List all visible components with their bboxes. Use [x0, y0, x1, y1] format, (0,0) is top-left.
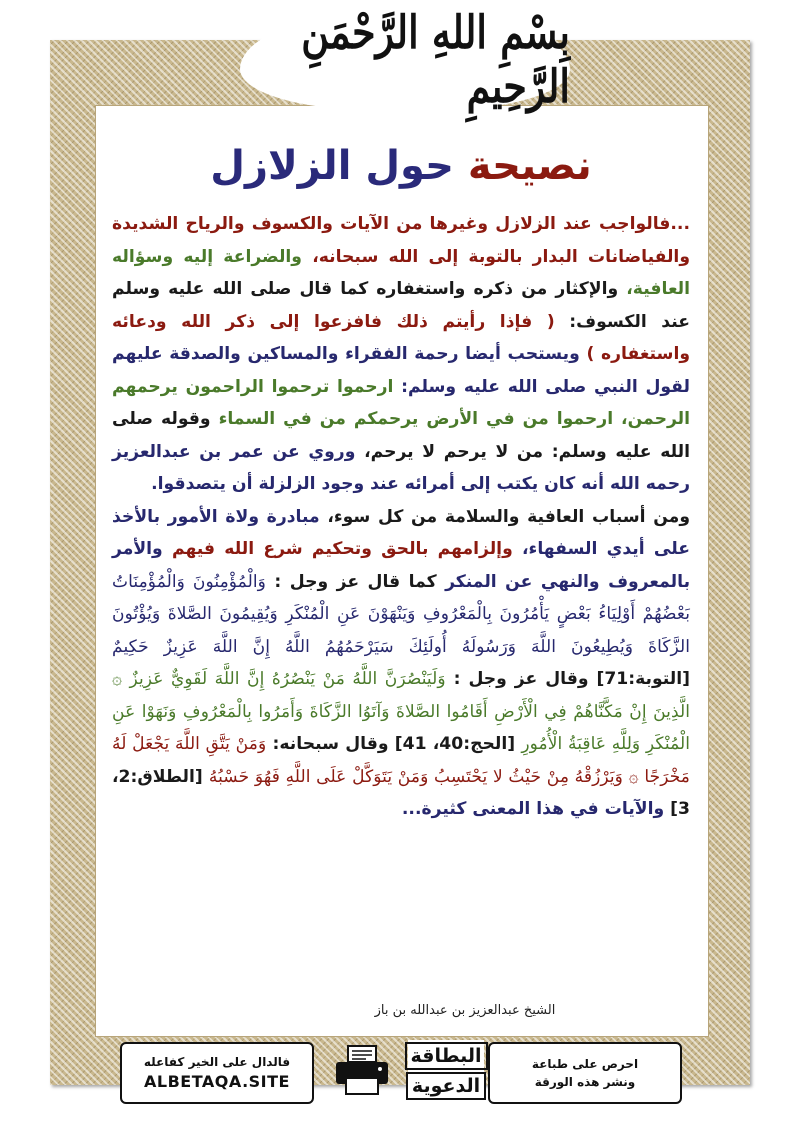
- text-segment: والإكثار من ذكره واستغفاره كما قال صلى الله عليه وسلم عند الكسوف:: [112, 279, 690, 332]
- logo-text: الدعوية: [406, 1072, 486, 1100]
- printer-icon: [332, 1044, 392, 1098]
- text-segment: والضراعة إليه وسؤاله العافية،: [112, 246, 691, 299]
- site-link[interactable]: ALBETAQA.SITE: [144, 1072, 290, 1091]
- article-body: [112, 208, 690, 826]
- text-segment: كما قال عز وجل :: [274, 571, 437, 592]
- footer-bar: [120, 1040, 682, 1104]
- text-segment: وقوله صلى الله عليه وسلم: من لا يرحم لا يرحم،: [112, 409, 691, 462]
- verse-reference: [الحج:40، 41]: [394, 734, 516, 754]
- footer-print-text: ونشر هذه الورقة: [534, 1075, 636, 1089]
- verse-reference: [التوبة:71]: [596, 669, 691, 689]
- quran-verse: وَمَنْ يَتَّقِ اللَّهَ يَجْعَلْ لَهُ مَخْرَجًا ۞ وَيَرْزُقْهُ مِنْ حَيْثُ لا يَحْتَسِبُ وَمَنْ يَتَوَكَّلْ عَلَى اللَّهِ فَهُوَ حَسْبُهُ: [112, 734, 690, 787]
- paragraph-2: [112, 501, 690, 826]
- hadith-quote: ارحموا ترحموا الراحمون يرحمهم الرحمن، ارحموا من في الأرض يرحمكم من في السماء: [112, 376, 690, 429]
- basmala-calligraphy: [240, 4, 570, 113]
- text-segment: وإلزامهم بالحق وتحكيم شرع الله فيهم: [171, 539, 513, 559]
- text-segment: ويستحب أيضا رحمة الفقراء والمساكين والصدقة عليهم لقول النبي صلى الله عليه وسلم:: [112, 344, 690, 397]
- paragraph-1: [112, 208, 690, 501]
- text-segment: ومن أسباب العافية والسلامة من كل سوء،: [327, 506, 691, 527]
- verse-reference: [الطلاق:2، 3]: [112, 766, 690, 819]
- title-word-earthquakes: حول الزلازل: [210, 143, 454, 189]
- title-word-advice: نصيحة: [467, 143, 592, 189]
- text-segment: وقال عز وجل :: [453, 669, 589, 689]
- footer-print-text: احرص على طباعة: [531, 1057, 639, 1071]
- albetaqa-logo: [408, 1040, 484, 1102]
- quran-verse: وَالْمُؤْمِنُونَ وَالْمُؤْمِنَاتُ بَعْضُهُمْ أَوْلِيَاءُ بَعْضٍ يَأْمُرُونَ بِالْمَعْرُوفِ وَيَنْهَوْنَ عَنِ الْمُنْكَرِ وَيُقِيمُونَ الصَّلاةَ وَيُؤْتُونَ الزَّكَاةَ وَيُطِيعُونَ اللَّهَ وَرَسُولَهُ أُولَئِكَ سَيَرْحَمُهُمُ اللَّهُ إِنَّ اللَّهَ عَزِيزٌ حَكِيمٌ: [112, 571, 690, 657]
- basmala-text: بِسْمِ اللهِ الرَّحْمَنِ الرَّحِيمِ: [301, 4, 570, 113]
- text-segment: وروي عن عمر بن عبدالعزيز رحمه الله أنه كان يكتب إلى أمرائه عند وجود الزلزلة أن يتصدقوا.: [112, 441, 690, 494]
- footer-print-box: [488, 1042, 682, 1104]
- quran-verse: وَلَيَنْصُرَنَّ اللَّهُ مَنْ يَنْصُرُهُ إِنَّ اللَّهَ لَقَوِيٌّ عَزِيزٌ ۞ الَّذِينَ إِنْ مَكَّنَّاهُمْ فِي الْأَرْضِ أَقَامُوا الصَّلاةَ وَآتَوُا الزَّكَاةَ وَأَمَرُوا بِالْمَعْرُوفِ وَنَهَوْا عَنِ الْمُنْكَرِ وَلِلَّهِ عَاقِبَةُ الْأُمُورِ: [112, 669, 691, 754]
- text-segment: والأمر بالمعروف والنهي عن المنكر: [112, 539, 691, 592]
- footer-slogan: فالدال على الخير كفاعله: [143, 1055, 291, 1069]
- author-name: الشيخ عبدالعزيز بن عبدالله بن باز: [374, 1003, 556, 1018]
- footer-site-box: [120, 1042, 314, 1104]
- text-segment: مبادرة ولاة الأمور بالأخذ على أيدي السفهاء،: [112, 506, 691, 559]
- text-segment: والآيات في هذا المعنى كثيرة...: [401, 799, 665, 819]
- hadith-quote: ( فإذا رأيتم ذلك فافزعوا إلى ذكر الله ودعائه واستغفاره ): [112, 311, 691, 364]
- logo-text: البطاقة: [405, 1042, 488, 1070]
- text-segment: وقال سبحانه:: [272, 734, 389, 754]
- page-title: [95, 142, 707, 190]
- text-segment: ...فالواجب عند الزلازل وغيرها من الآيات والكسوف والرياح الشديدة والفياضانات البدار بالتوبة إلى الله سبحانه،: [112, 214, 691, 267]
